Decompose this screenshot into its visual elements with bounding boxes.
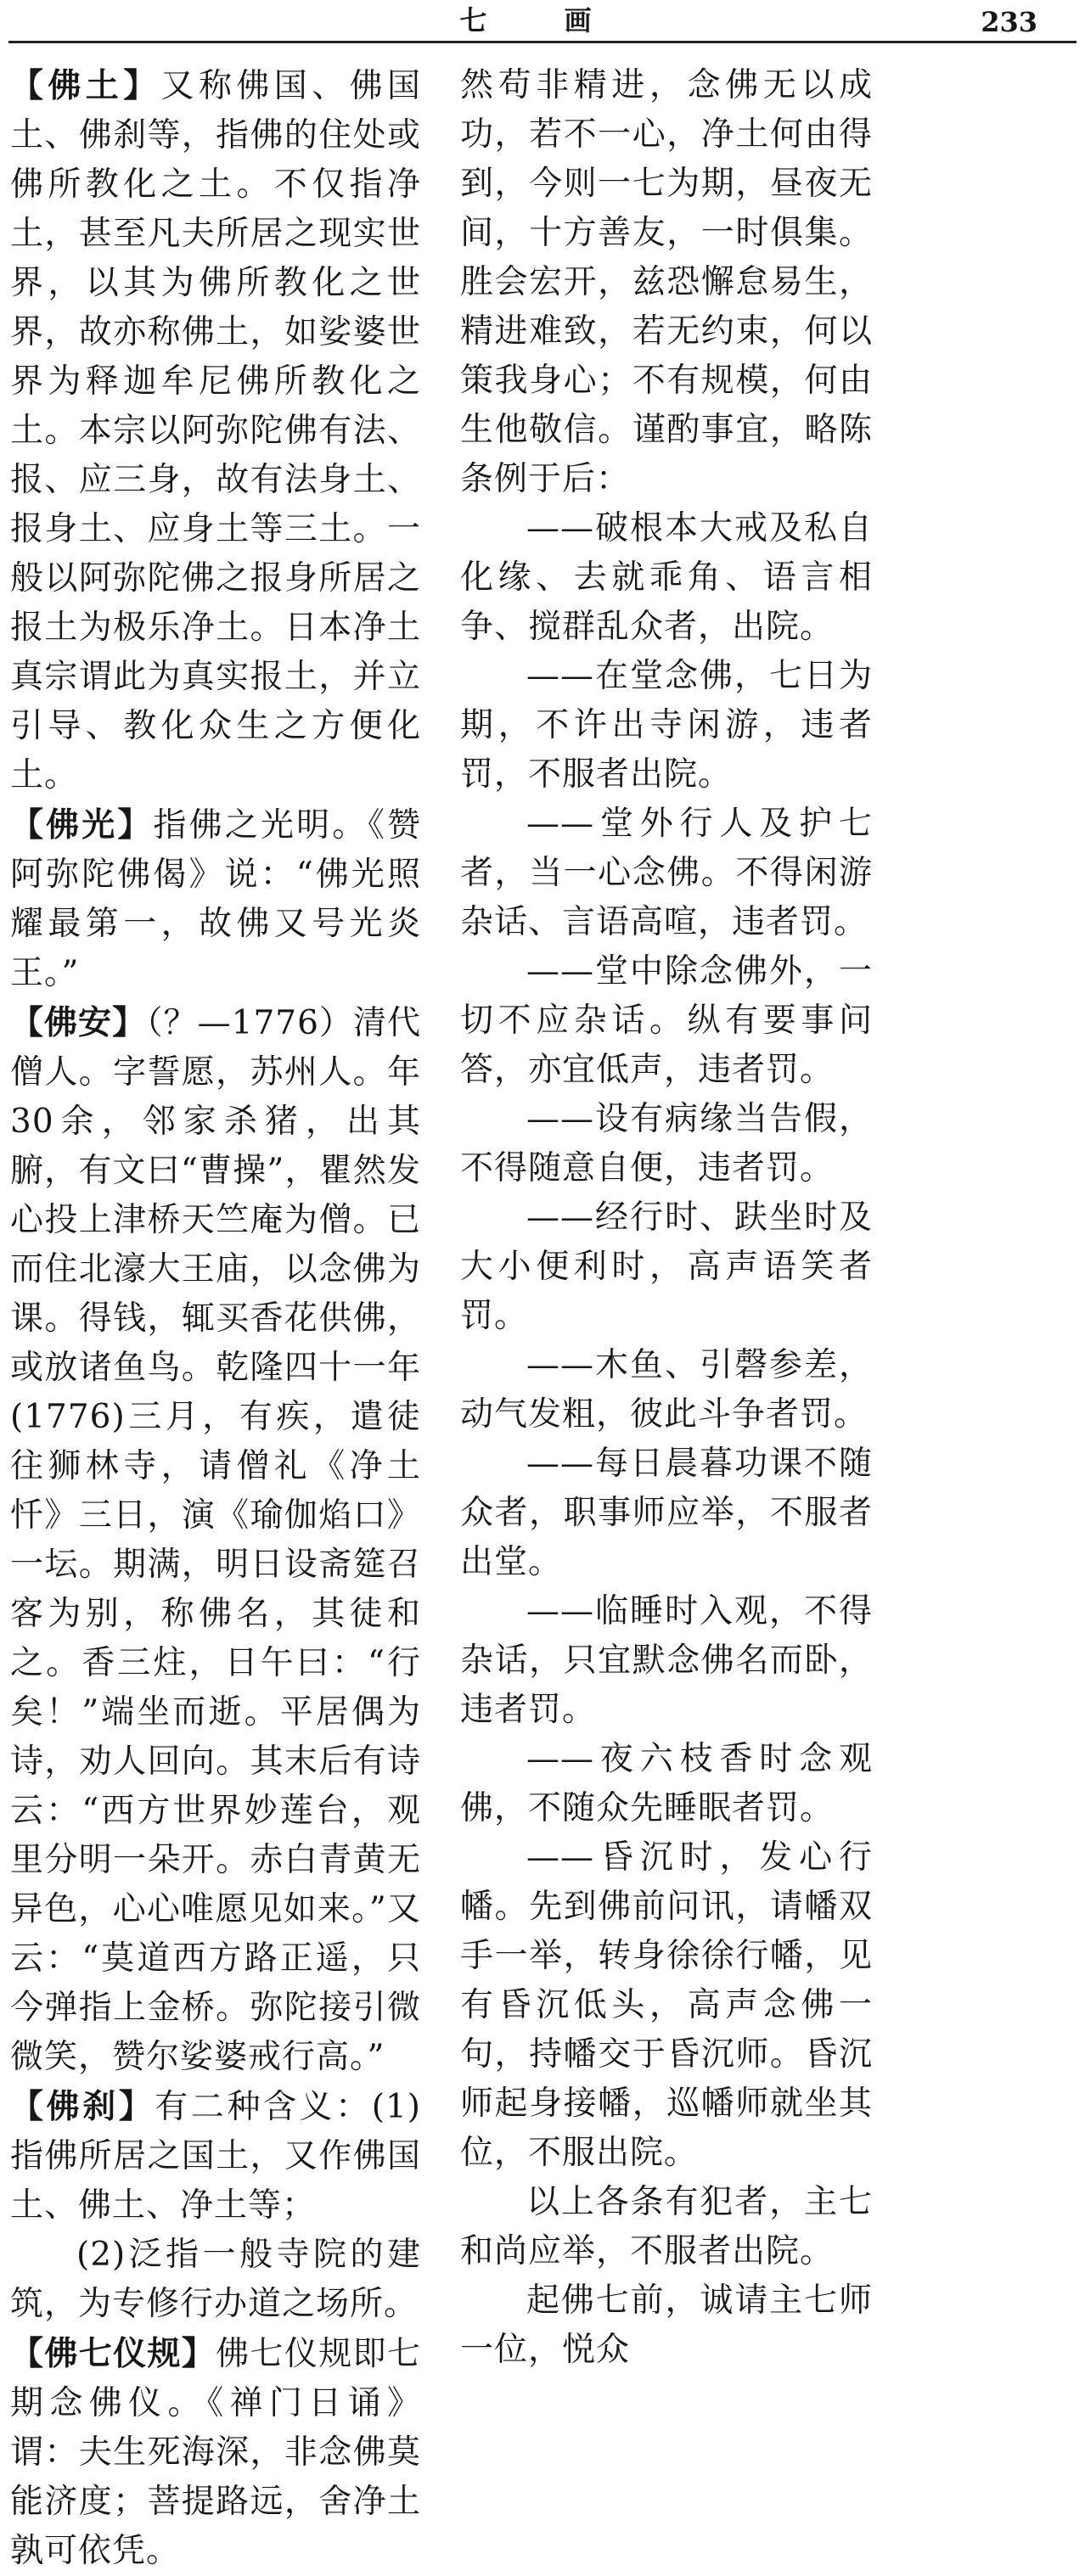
entry-text: 指佛之光明。《赞阿弥陀佛偈》说：“佛光照耀最第一，故佛又号光炎王。”	[10, 806, 421, 992]
paragraph: 以上各条有犯者，主七和尚应举，不服者出院。	[460, 2183, 873, 2270]
header-rule	[8, 41, 1077, 43]
rule-item: ——夜六枝香时念观佛，不随众先睡眠者罚。	[460, 1740, 873, 1827]
entry-text: 佛七仪规即七期念佛仪。《禅门日诵》谓：夫生死海深，非念佛莫能济度；菩提路远，舍净土孰可依凭。	[10, 2335, 421, 2570]
entry-text: （？—1776）清代僧人。字誓愿，苏州人。年30余，邻家杀猪，出其腑，有文曰“曹操”，瞿然发心投上津桥天竺庵为僧。已而住北濠大王庙，以念佛为课。得钱，辄买香花供佛，或放诸鱼鸟。乾隆四十一年(1776)三月，有疾，遣徒往狮林寺，请僧礼《净土忏》三日，演《瑜伽焰口》一坛。期满，明日设斋筵召客为别，称佛名，其徒和之。香三炷，日午曰：“行矣！”端坐而逝。平居偶为诗，劝人回向。其末后有诗云：“西方世界妙莲台，观里分明一朵开。赤白青黄无异色，心心唯愿见如来。”又云：“莫道西方路正遥，只今弹指上金桥。弥陀接引微微笑，赞尔娑婆戒行高。”	[10, 1004, 421, 2076]
entry-foan	[10, 998, 421, 2082]
entry-focha-continued	[10, 2231, 421, 2329]
entry-text: 又称佛国、佛国土、佛刹等，指佛的住处或佛所教化之土。不仅指净土，甚至凡夫所居之现实世界，以其为佛所教化之世界，故亦称佛土，如娑婆世界为释迦牟尼佛所教化之土。本宗以阿弥陀佛有法、报、应三身，故有法身土、报身土、应身土等三土。一般以阿弥陀佛之报身所居之报土为极乐净土。日本净土真宗谓此为真实报土，并立引导、教化众生之方便化土。	[10, 67, 421, 794]
entry-headword: 【佛刹】	[10, 2087, 155, 2126]
paragraph: 起佛七前，诚请主七师一位，悦众	[460, 2281, 873, 2369]
running-title: 七 画	[459, 4, 626, 36]
page-header	[8, 0, 1077, 41]
left-column	[10, 61, 421, 2576]
rule-item: ——昏沉时，发心行幡。先到佛前问讯，请幡双手一举，转身徐徐行幡，见有昏沉低头，高声念佛一句，持幡交于昏沉师。昏沉师起身接幡，巡幡师就坐其位，不服出院。	[460, 1838, 873, 2172]
rule-item: ——经行时、趺坐时及大小便利时，高声语笑者罚。	[460, 1198, 873, 1335]
rule-item: ——堂中除念佛外，一切不应杂话。纵有要事问答，亦宜低声，违者罚。	[460, 952, 873, 1089]
rule-item: ——堂外行人及护七者，当一心念佛。不得闲游杂话、言语高喧，违者罚。	[460, 805, 873, 941]
entry-headword: 【佛光】	[10, 805, 154, 845]
entry-foguang	[10, 800, 421, 998]
entry-text: 有二种含义：(1)指佛所居之国土，又作佛国土、佛土、净土等；	[10, 2088, 421, 2225]
entry-focha	[10, 2082, 421, 2231]
rule-item: ——每日晨暮功课不随众者，职事师应举，不服者出堂。	[460, 1445, 873, 1581]
entry-text: (2)泛指一般寺院的建筑，为专修行办道之场所。	[10, 2236, 421, 2323]
entry-fotu	[10, 61, 421, 800]
rule-item: ——设有病缘当告假，不得随意自便，违者罚。	[460, 1100, 873, 1187]
rule-item: ——临睡时入观，不得杂话，只宜默念佛名而卧，违者罚。	[460, 1592, 873, 1729]
rule-item: ——破根本大戒及私自化缘、去就乖角、语言相争、搅群乱众者，出院。	[460, 509, 873, 646]
rule-item: ——木鱼、引磬参差，动气发粗，彼此斗争者罚。	[460, 1346, 873, 1434]
entry-headword: 【佛土】	[10, 66, 161, 105]
entry-headword: 【佛安】	[10, 1003, 147, 1042]
paragraph: 然苟非精进，念佛无以成功，若不一心，净土何由得到，今则一七为期，昼夜无间，十方善友，一时俱集。胜会宏开，兹恐懈怠易生，精进难致，若无约束，何以策我身心；不有规模，何由生他敬信。谨酌事宜，略陈条例于后：	[460, 66, 873, 498]
right-column	[460, 61, 873, 2375]
entry-foqi-yigui	[10, 2329, 421, 2576]
rule-item: ——在堂念佛，七日为期，不许出寺闲游，违者罚，不服者出院。	[460, 657, 873, 794]
entry-headword: 【佛七仪规】	[10, 2334, 216, 2373]
page-number: 233	[981, 6, 1037, 38]
